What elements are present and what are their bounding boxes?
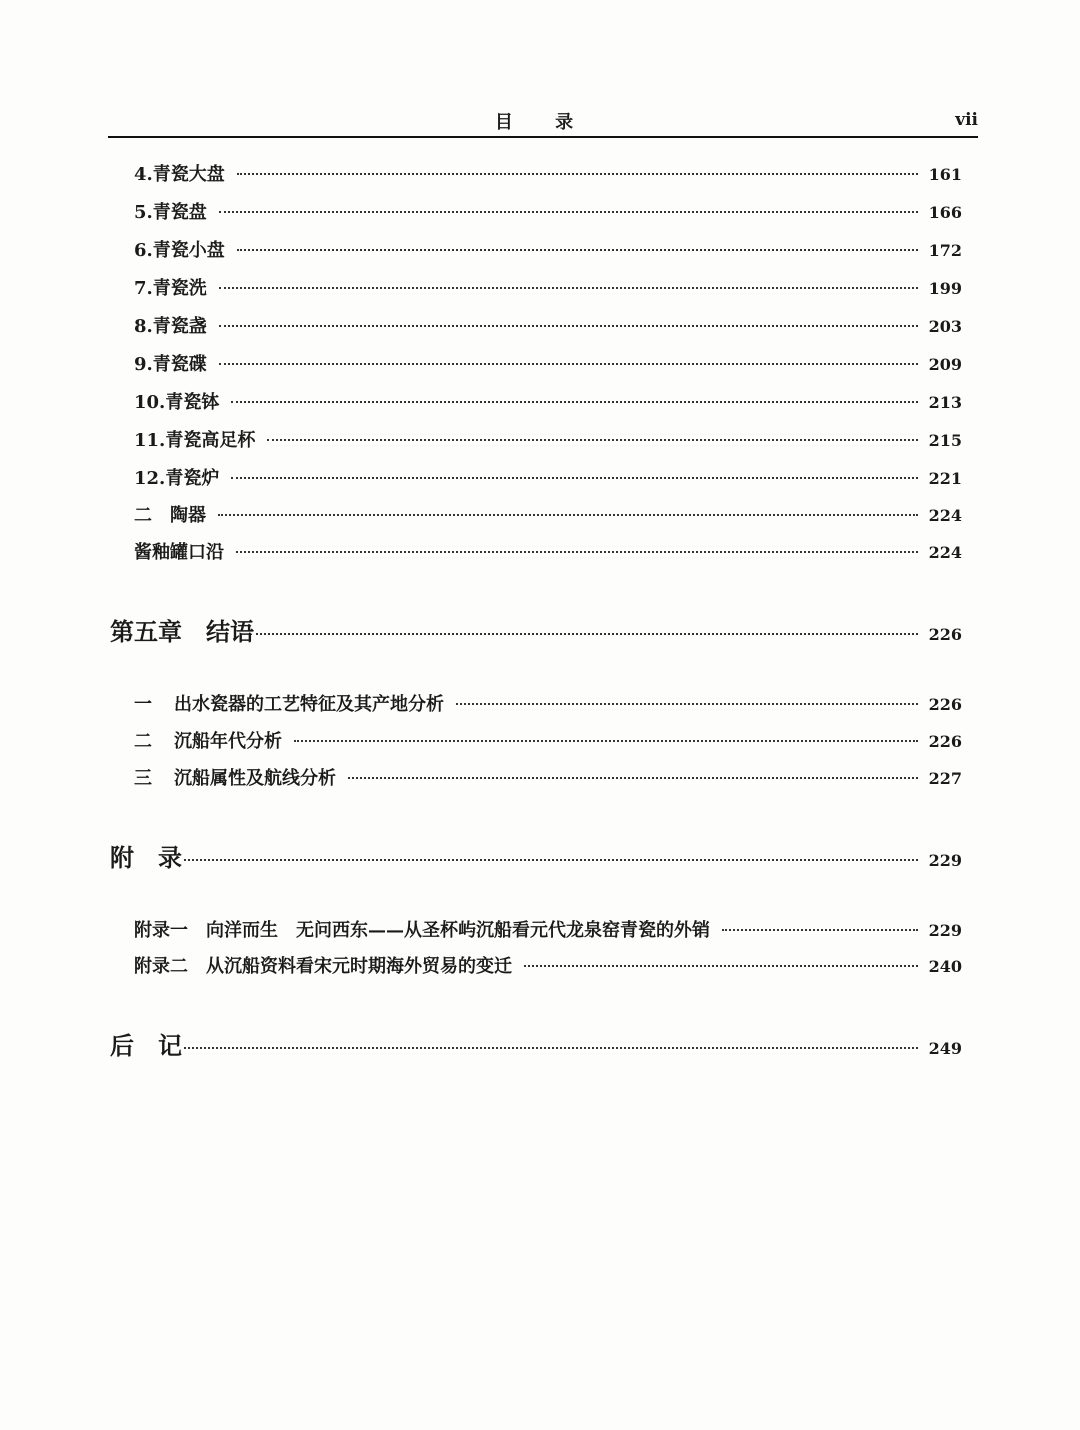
toc-entry[interactable] bbox=[134, 198, 962, 224]
appendix-entry-label: 附录二 从沉船资料看宋元时期海外贸易的变迁 bbox=[134, 956, 512, 977]
toc-entry[interactable] bbox=[134, 426, 962, 452]
toc-appendix-entry[interactable] bbox=[134, 952, 962, 978]
toc-entry-label: 7.青瓷洗 bbox=[134, 278, 207, 299]
chapter-title: 第五章 结语 bbox=[110, 617, 254, 646]
toc-entry-label: 9.青瓷碟 bbox=[134, 354, 207, 375]
toc-section-entry[interactable] bbox=[134, 501, 962, 527]
toc-entry[interactable] bbox=[134, 274, 962, 300]
section-number: 三 bbox=[134, 768, 152, 789]
toc-appendix[interactable] bbox=[110, 838, 962, 873]
leader-dots bbox=[219, 211, 918, 213]
toc-entry-label: 10.青瓷钵 bbox=[134, 392, 220, 413]
section-number: 一 bbox=[134, 694, 152, 715]
appendix-title: 附 录 bbox=[110, 843, 182, 872]
leader-dots bbox=[456, 703, 918, 705]
postscript-page: 249 bbox=[928, 1039, 962, 1058]
toc-entry[interactable] bbox=[134, 464, 962, 490]
leader-dots bbox=[184, 859, 918, 861]
leader-dots bbox=[219, 325, 918, 327]
section-page: 226 bbox=[928, 732, 962, 751]
leader-dots bbox=[231, 401, 918, 403]
appendix-page: 229 bbox=[928, 851, 962, 870]
toc-entry-label: 酱釉罐口沿 bbox=[134, 542, 224, 563]
toc-postscript[interactable] bbox=[110, 1026, 962, 1061]
running-title: 目 录 bbox=[494, 112, 592, 133]
toc-entry-page: 209 bbox=[928, 355, 962, 374]
running-header bbox=[108, 108, 978, 138]
toc-entry-label: 6.青瓷小盘 bbox=[134, 240, 225, 261]
toc-entry-page: 224 bbox=[928, 506, 962, 525]
appendix-entry-page: 240 bbox=[928, 957, 962, 976]
section-page: 226 bbox=[928, 695, 962, 714]
toc-section-entry[interactable] bbox=[134, 764, 962, 790]
toc-section-entry[interactable] bbox=[134, 727, 962, 753]
toc-entry-page: 199 bbox=[928, 279, 962, 298]
toc-entry[interactable] bbox=[134, 236, 962, 262]
leader-dots bbox=[256, 633, 918, 635]
appendix-entry-label: 附录一 向洋而生 无问西东——从圣杯屿沉船看元代龙泉窑青瓷的外销 bbox=[134, 920, 710, 941]
leader-dots bbox=[219, 287, 918, 289]
chapter-page: 226 bbox=[928, 625, 962, 644]
toc-entry-page: 203 bbox=[928, 317, 962, 336]
toc-entry-label: 4.青瓷大盘 bbox=[134, 164, 225, 185]
toc-entry-page: 221 bbox=[928, 469, 962, 488]
toc-entry-label: 8.青瓷盏 bbox=[134, 316, 207, 337]
leader-dots bbox=[267, 439, 918, 441]
toc-entry[interactable] bbox=[134, 350, 962, 376]
header-rule bbox=[108, 136, 978, 138]
section-number: 二 bbox=[134, 731, 152, 752]
toc-entry[interactable] bbox=[134, 538, 962, 564]
toc-entry[interactable] bbox=[134, 312, 962, 338]
leader-dots bbox=[236, 551, 918, 553]
leader-dots bbox=[219, 363, 918, 365]
leader-dots bbox=[184, 1047, 918, 1049]
leader-dots bbox=[348, 777, 918, 779]
toc-entry-label: 12.青瓷炉 bbox=[134, 468, 220, 489]
leader-dots bbox=[237, 249, 918, 251]
toc-entry-label: 5.青瓷盘 bbox=[134, 202, 207, 223]
leader-dots bbox=[237, 173, 918, 175]
toc-entry-page: 215 bbox=[928, 431, 962, 450]
toc-chapter-5[interactable] bbox=[110, 612, 962, 647]
section-page: 227 bbox=[928, 769, 962, 788]
toc-entry-page: 172 bbox=[928, 241, 962, 260]
toc-entry-page: 161 bbox=[928, 165, 962, 184]
toc-entry-page: 213 bbox=[928, 393, 962, 412]
section-label: 沉船属性及航线分析 bbox=[174, 768, 336, 789]
toc-entry[interactable] bbox=[134, 388, 962, 414]
appendix-entry-page: 229 bbox=[928, 921, 962, 940]
toc-entry-label: 二 陶器 bbox=[134, 505, 206, 526]
toc-entry-label: 11.青瓷高足杯 bbox=[134, 430, 256, 451]
toc-section-entry[interactable] bbox=[134, 690, 962, 716]
toc-appendix-entry[interactable] bbox=[134, 916, 962, 942]
section-label: 沉船年代分析 bbox=[174, 731, 282, 752]
leader-dots bbox=[294, 740, 918, 742]
leader-dots bbox=[218, 514, 918, 516]
toc-entry-page: 166 bbox=[928, 203, 962, 222]
toc-entry-page: 224 bbox=[928, 543, 962, 562]
leader-dots bbox=[231, 477, 918, 479]
leader-dots bbox=[524, 965, 918, 967]
toc-entry[interactable] bbox=[134, 160, 962, 186]
page-number: vii bbox=[955, 110, 978, 130]
postscript-title: 后 记 bbox=[110, 1031, 182, 1060]
leader-dots bbox=[722, 929, 918, 931]
section-label: 出水瓷器的工艺特征及其产地分析 bbox=[174, 694, 444, 715]
